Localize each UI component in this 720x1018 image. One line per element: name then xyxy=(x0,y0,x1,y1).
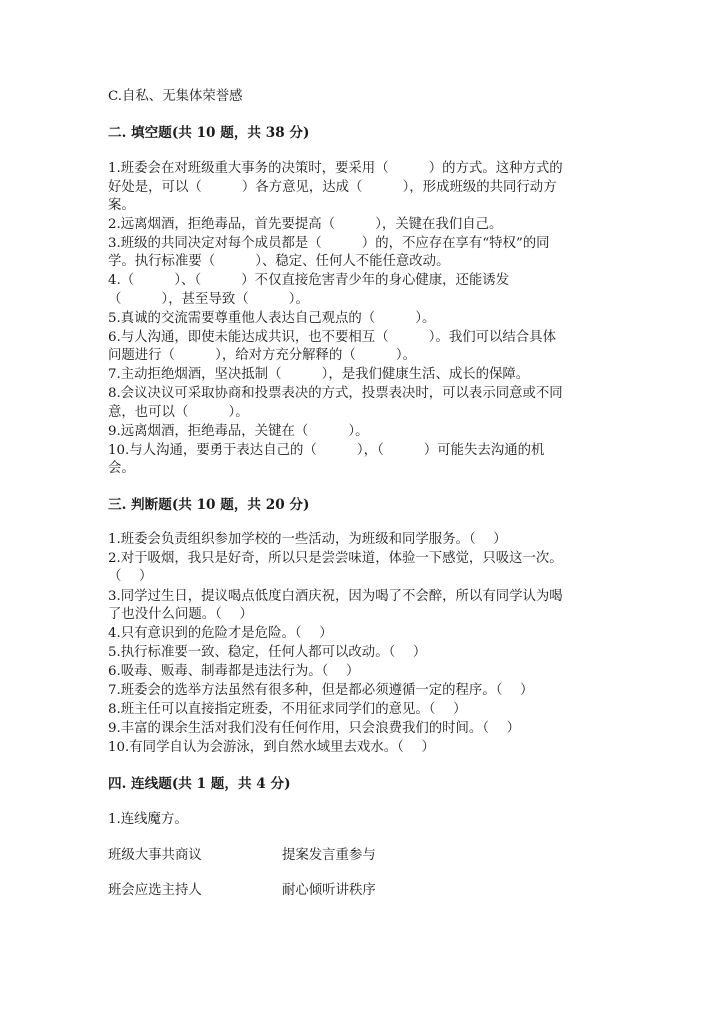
match-right-item: 提案发言重参与 xyxy=(282,848,376,863)
fill-blank-line: 6.与人沟通，即使未能达成共识，也不要相互（ ）。我们可以结合具体 xyxy=(108,330,556,345)
section3-heading: 三. 判断题(共 10 题，共 20 分) xyxy=(108,497,310,513)
judge-line: 10.有同学自认为会游泳，到自然水域里去戏水。（ ） xyxy=(108,740,435,755)
judge-line: 4.只有意识到的危险才是危险。（ ） xyxy=(108,626,333,641)
fill-blank-line: 4.（ ）、（ ）不仅直接危害青少年的身心健康，还能诱发 xyxy=(108,273,510,288)
fill-blank-line: 3.班级的共同决定对每个成员都是（ ）的，不应存在享有“特权”的同 xyxy=(108,236,550,251)
fill-blank-line: 2.远离烟酒，拒绝毒品，首先要提高（ ），关键在我们自己。 xyxy=(108,217,503,232)
fill-blank-line: 会。 xyxy=(108,461,135,476)
fill-blank-line: 10.与人沟通，要勇于表达自己的（ ），（ ）可能失去沟通的机 xyxy=(108,443,545,458)
judge-line: 9.丰富的课余生活对我们没有任何作用，只会浪费我们的时间。（ ） xyxy=(108,721,521,736)
match-left-item: 班级大事共商议 xyxy=(108,848,202,863)
fill-blank-line: 5.真诚的交流需要尊重他人表达自己观点的（ ）。 xyxy=(108,311,436,326)
fill-blank-line: 案。 xyxy=(108,198,135,213)
judge-line: 1.班委会负责组织参加学校的一些活动，为班级和同学服务。（ ） xyxy=(108,532,507,547)
judge-line: 3.同学过生日，提议喝点低度白酒庆祝，因为喝了不会醉，所以有同学认为喝 xyxy=(108,589,563,604)
fill-blank-line: 9.远离烟酒，拒绝毒品，关键在（ ）。 xyxy=(108,424,369,439)
fill-blank-line: 问题进行（ ），给对方充分解释的（ ）。 xyxy=(108,348,416,363)
judge-line: 6.吸毒、贩毒、制毒都是违法行为。（ ） xyxy=(108,664,360,679)
matching-question: 1.连线魔方。 xyxy=(108,812,188,827)
fill-blank-line: 学。执行标准要（ ）、稳定、任何人不能任意改动。 xyxy=(108,254,450,269)
fill-blank-line: 意，也可以（ ）。 xyxy=(108,405,249,420)
match-right-item: 耐心倾听讲秩序 xyxy=(282,883,376,898)
judge-line: 2.对于吸烟，我只是好奇，所以只是尝尝味道，体验一下感觉，只吸这一次。 xyxy=(108,551,563,566)
match-left-item: 班会应选主持人 xyxy=(108,883,202,898)
judge-line: 了也没什么问题。（ ） xyxy=(108,607,253,622)
fill-blank-line: 1.班委会在对班级重大事务的决策时，要采用（ ）的方式。这种方式的 xyxy=(108,161,563,176)
fill-blank-line: 7.主动拒绝烟酒，坚决抵制（ ），是我们健康生活、成长的保障。 xyxy=(108,367,530,382)
fill-blank-line: 好处是，可以（ ）各方意见，达成（ ），形成班级的共同行动方 xyxy=(108,180,557,195)
section2-heading: 二. 填空题(共 10 题，共 38 分) xyxy=(108,125,310,141)
judge-line: 5.执行标准要一致、稳定，任何人都可以改动。（ ） xyxy=(108,645,427,660)
fill-blank-line: （ ），甚至导致（ ）。 xyxy=(108,292,309,307)
judge-line: 7.班委会的选举方法虽然有很多种，但是都必须遵循一定的程序。（ ） xyxy=(108,683,534,698)
section4-heading: 四. 连线题(共 1 题，共 4 分) xyxy=(108,776,291,792)
judge-line: 8.班主任可以直接指定班委，不用征求同学们的意见。（ ） xyxy=(108,702,467,717)
judge-line: （ ） xyxy=(108,569,153,584)
option-c: C.自私、无集体荣誉感 xyxy=(108,89,243,104)
fill-blank-line: 8.会议决议可采取协商和投票表决的方式，投票表决时，可以表示同意或不同 xyxy=(108,386,563,401)
